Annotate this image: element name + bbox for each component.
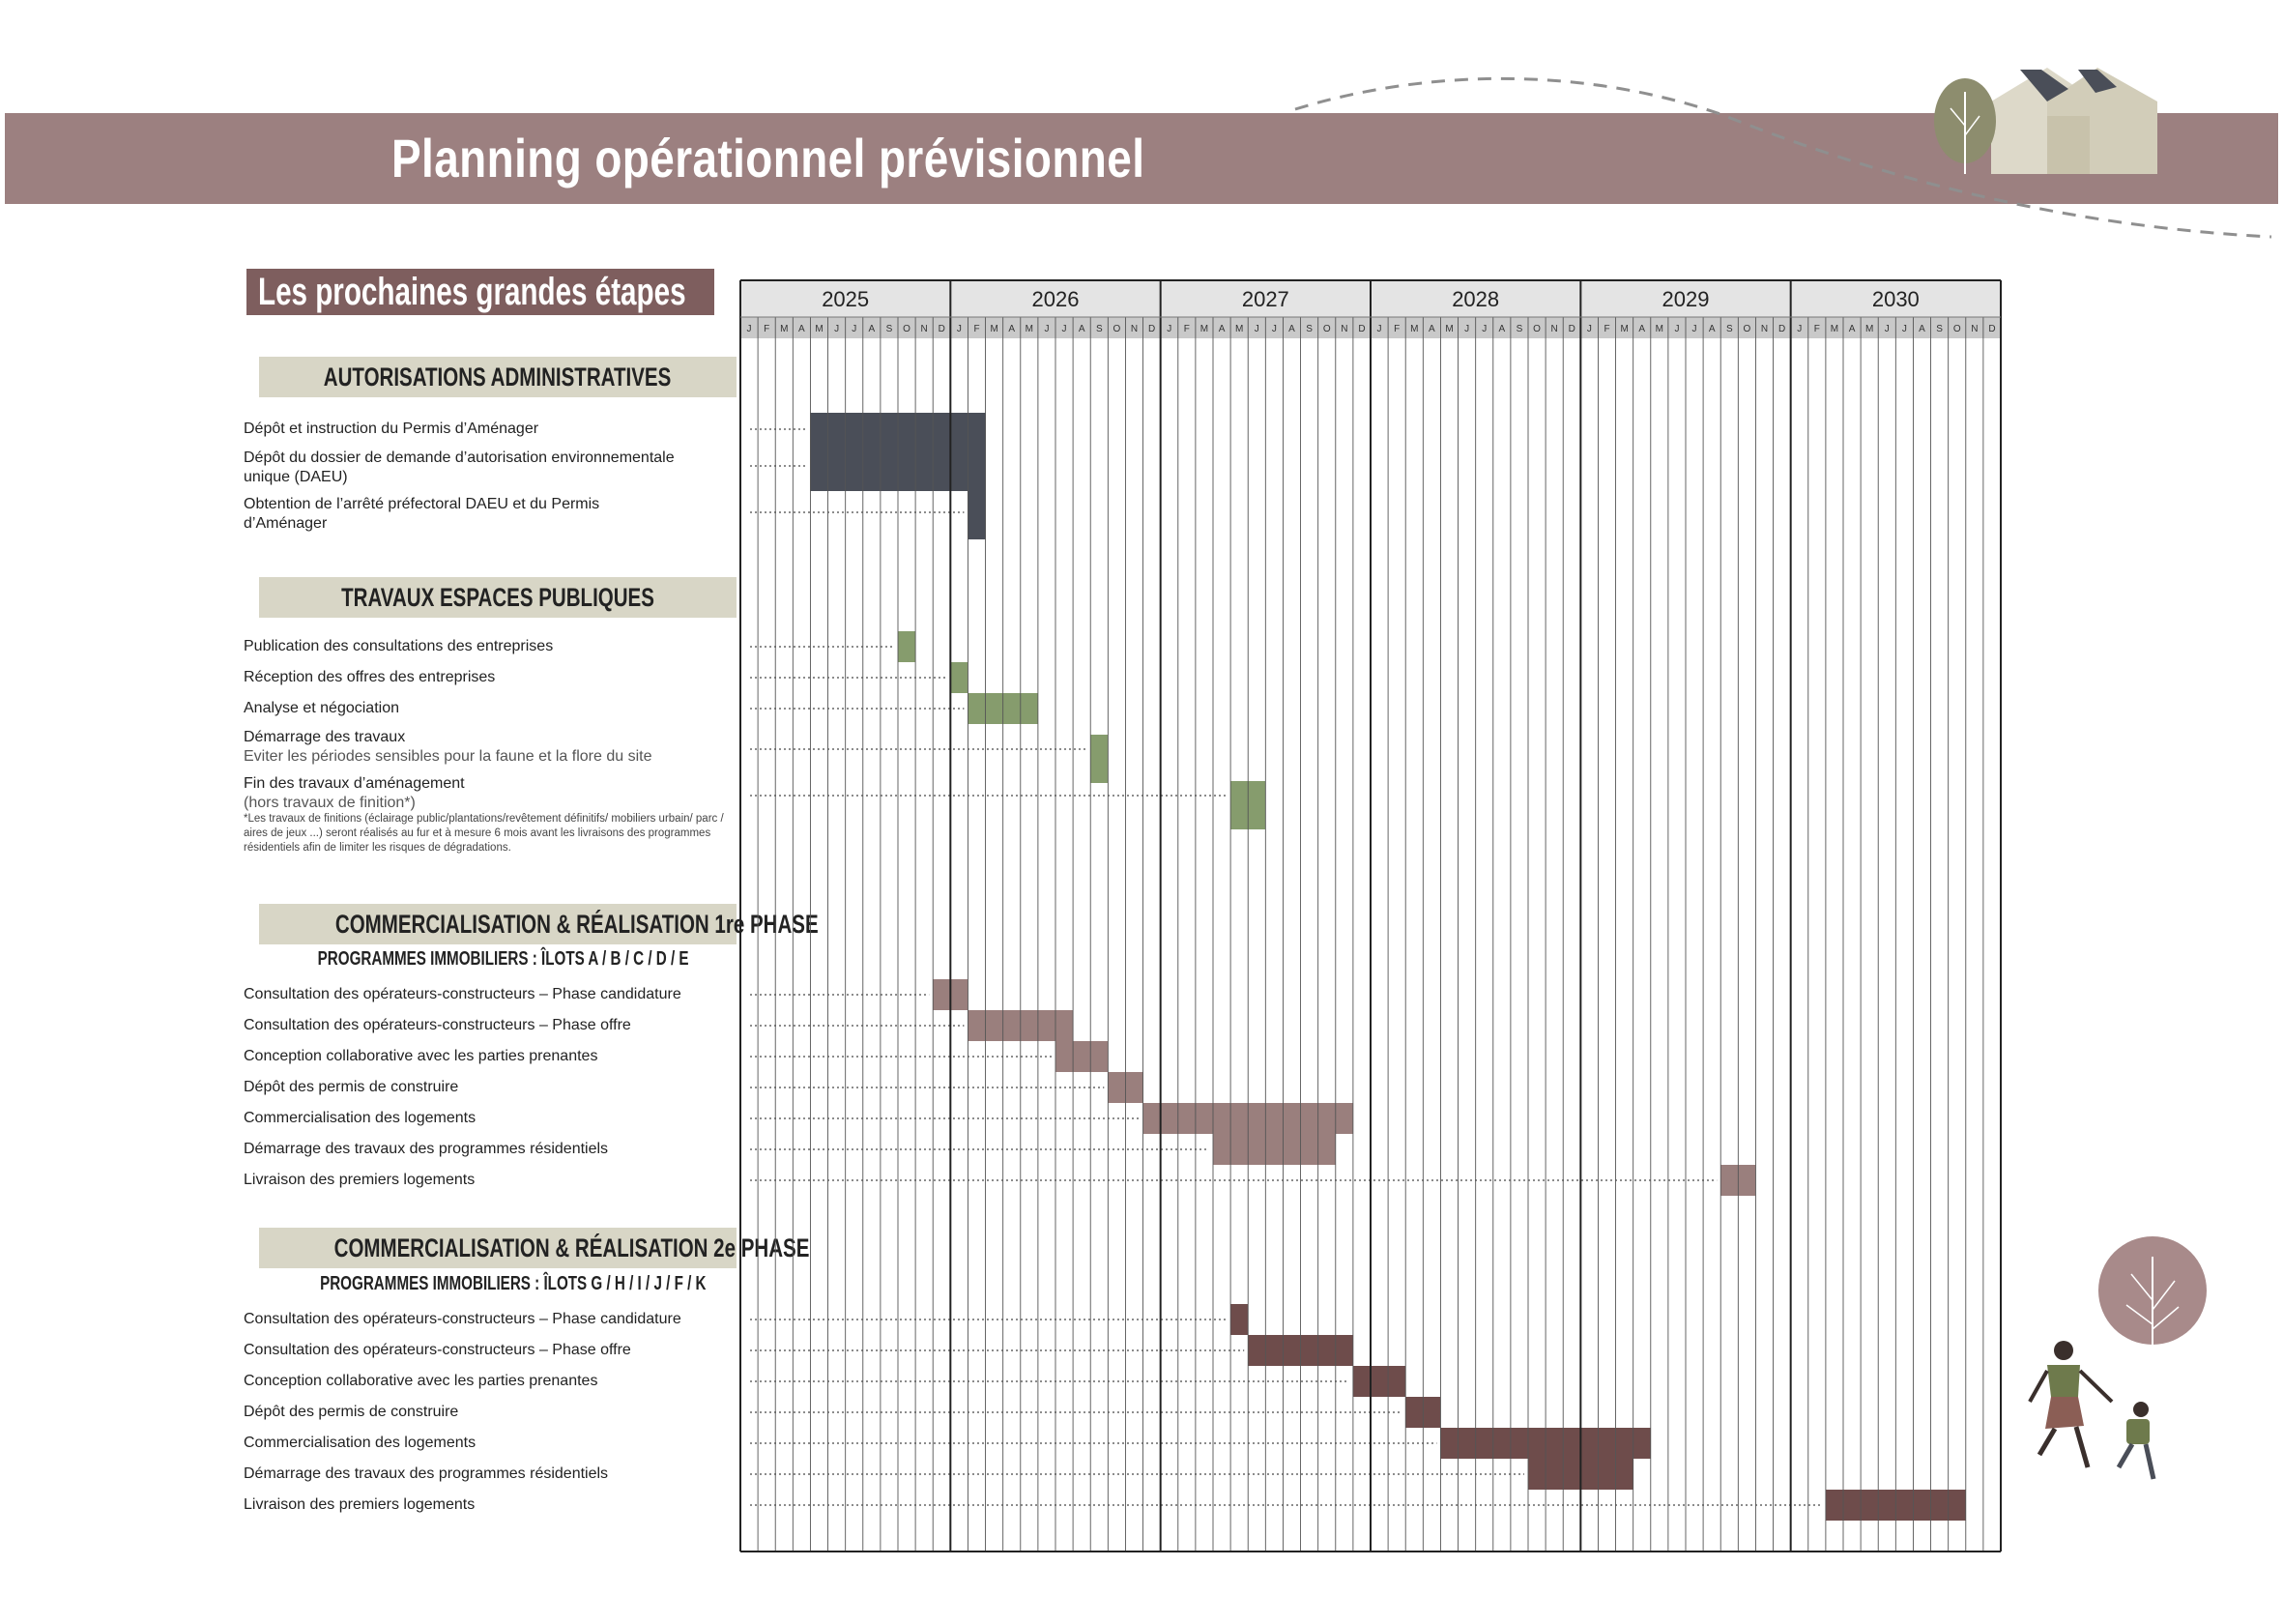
task-label: Dépôt du dossier de demande d’autorisation environnementale unique (DAEU): [244, 450, 675, 485]
task-label: Dépôt et instruction du Permis d’Aménager: [244, 420, 539, 437]
month-label: M: [1234, 324, 1244, 334]
month-label: O: [1952, 324, 1961, 334]
month-label: F: [1394, 324, 1401, 334]
month-label: M: [1025, 324, 1034, 334]
gantt-bar: [1090, 735, 1108, 783]
task-label: Consultation des opérateurs-constructeurs – Phase offre: [244, 1342, 631, 1358]
month-label: M: [1864, 324, 1874, 334]
month-label: S: [1516, 324, 1523, 334]
month-label: J: [1167, 324, 1172, 334]
section-subheading-phase2: PROGRAMMES IMMOBILIERS : ÎLOTS G / H / I / J / F / K: [320, 1273, 707, 1294]
month-label: D: [1568, 324, 1575, 334]
task-label: Démarrage des travaux des programmes résidentiels: [244, 1465, 609, 1482]
subtitle: Les prochaines grandes étapes: [258, 271, 686, 313]
month-label: N: [1971, 324, 1979, 334]
section-heading-works: TRAVAUX ESPACES PUBLIQUES: [341, 583, 654, 612]
month-label: J: [1691, 324, 1697, 334]
month-label: J: [852, 324, 857, 334]
month-label: A: [1008, 324, 1016, 334]
month-label: S: [885, 324, 893, 334]
task-label: Démarrage des travaux Eviter les périodes sensibles pour la faune et la flore du site: [244, 729, 652, 765]
task-label: Commercialisation des logements: [244, 1110, 477, 1126]
gantt-bar: [968, 491, 985, 539]
year-label: 2027: [1241, 287, 1289, 311]
month-label: A: [1429, 324, 1435, 334]
task-label: Livraison des premiers logements: [244, 1496, 476, 1513]
month-label: N: [1341, 324, 1348, 334]
month-label: F: [973, 324, 980, 334]
month-label: A: [868, 324, 876, 334]
month-label: J: [1464, 324, 1470, 334]
gantt-bar: [1353, 1366, 1405, 1397]
task-label: Obtention de l’arrêté préfectoral DAEU et du Permis d’Aménager: [244, 496, 600, 532]
month-label: N: [920, 324, 928, 334]
task-note: Eviter les périodes sensibles pour la faune et la flore du site: [244, 748, 652, 765]
month-label: O: [1743, 324, 1751, 334]
month-label: D: [938, 324, 945, 334]
task-label: Commercialisation des logements: [244, 1435, 477, 1451]
month-label: O: [1113, 324, 1121, 334]
month-label: J: [1586, 324, 1592, 334]
month-label: S: [1095, 324, 1103, 334]
month-label: N: [1550, 324, 1558, 334]
month-label: M: [1620, 324, 1629, 334]
task-label: Réception des offres des entreprises: [244, 669, 496, 685]
gantt-bar: [1055, 1041, 1108, 1072]
task-label: Consultation des opérateurs-constructeurs – Phase candidature: [244, 1311, 681, 1327]
section-heading-phase1: COMMERCIALISATION & RÉALISATION 1re PHASE: [334, 910, 819, 939]
task-label: Démarrage des travaux des programmes résidentiels: [244, 1141, 609, 1157]
month-label: D: [1147, 324, 1156, 334]
month-label: J: [1271, 324, 1277, 334]
month-label: A: [1919, 324, 1925, 334]
month-label: A: [1498, 324, 1506, 334]
month-label: F: [764, 324, 770, 334]
month-label: M: [1655, 324, 1664, 334]
month-label: M: [1199, 324, 1209, 334]
month-label: F: [1183, 324, 1190, 334]
task-label: Publication des consultations des entreprises: [244, 638, 554, 654]
task-label: Fin des travaux d’aménagement (hors travaux de finition*): [244, 775, 465, 811]
month-label: M: [990, 324, 998, 334]
page-title: Planning opérationnel prévisionnel: [391, 128, 1145, 188]
month-label: A: [1638, 324, 1646, 334]
year-label: 2029: [1662, 287, 1710, 311]
month-label: J: [1061, 324, 1067, 334]
year-label: 2028: [1452, 287, 1500, 311]
month-label: A: [1848, 324, 1856, 334]
task-note: (hors travaux de finition*): [244, 795, 416, 811]
month-label: J: [1376, 324, 1382, 334]
year-label: 2030: [1871, 287, 1920, 311]
month-label: M: [1445, 324, 1454, 334]
month-label: J: [1884, 324, 1890, 334]
month-label: D: [1358, 324, 1366, 334]
task-label: Dépôt des permis de construire: [244, 1404, 459, 1420]
month-label: A: [1218, 324, 1226, 334]
section-heading-phase2: COMMERCIALISATION & RÉALISATION 2e PHASE: [333, 1233, 810, 1262]
month-label: J: [1482, 324, 1488, 334]
gantt-bar: [1230, 1304, 1248, 1335]
month-label: M: [1410, 324, 1419, 334]
month-label: J: [834, 324, 840, 334]
task-label: Conception collaborative avec les parties prenantes: [244, 1048, 598, 1064]
month-label: O: [1322, 324, 1331, 334]
task-label: Consultation des opérateurs-constructeurs – Phase offre: [244, 1017, 631, 1033]
month-label: O: [903, 324, 910, 334]
month-label: A: [1078, 324, 1085, 334]
month-label: D: [1777, 324, 1786, 334]
task-label: Conception collaborative avec les parties prenantes: [244, 1373, 598, 1389]
month-label: J: [1797, 324, 1803, 334]
month-label: S: [1936, 324, 1943, 334]
month-label: J: [956, 324, 962, 334]
task-label: Consultation des opérateurs-constructeurs – Phase candidature: [244, 986, 681, 1002]
gantt-bar: [1213, 1134, 1336, 1165]
footnote: *Les travaux de finitions (éclairage public/plantations/revêtement définitifs/ mobiliers urbain/ parc / aires de jeux ...) seront réalisés au fur et à mesure 6 mois avant les livraisons des programmes résidentiels afin de limiter les risques de dégradations.: [244, 813, 724, 854]
month-label: D: [1988, 324, 1996, 334]
section-heading-admin: AUTORISATIONS ADMINISTRATIVES: [324, 362, 672, 392]
task-label: Livraison des premiers logements: [244, 1172, 476, 1188]
month-label: M: [815, 324, 824, 334]
month-label: J: [1674, 324, 1680, 334]
gantt-bar: [950, 662, 968, 693]
month-label: N: [1760, 324, 1769, 334]
month-label: J: [1901, 324, 1907, 334]
month-label: F: [1813, 324, 1820, 334]
month-label: M: [780, 324, 789, 334]
month-label: J: [1254, 324, 1259, 334]
month-label: M: [1830, 324, 1839, 334]
task-label: Analyse et négociation: [244, 700, 399, 716]
task-label: Dépôt des permis de construire: [244, 1079, 459, 1095]
month-label: N: [1130, 324, 1139, 334]
month-label: S: [1306, 324, 1313, 334]
section-subheading-phase1: PROGRAMMES IMMOBILIERS : ÎLOTS A / B / C / D / E: [317, 948, 689, 970]
year-label: 2026: [1031, 287, 1080, 311]
month-label: O: [1533, 324, 1541, 334]
month-label: J: [746, 324, 752, 334]
month-label: S: [1725, 324, 1733, 334]
year-label: 2025: [822, 287, 870, 311]
gantt-bar: [898, 631, 915, 662]
month-label: J: [1044, 324, 1050, 334]
month-label: A: [1288, 324, 1295, 334]
month-label: A: [798, 324, 805, 334]
month-label: A: [1708, 324, 1716, 334]
month-label: F: [1604, 324, 1610, 334]
